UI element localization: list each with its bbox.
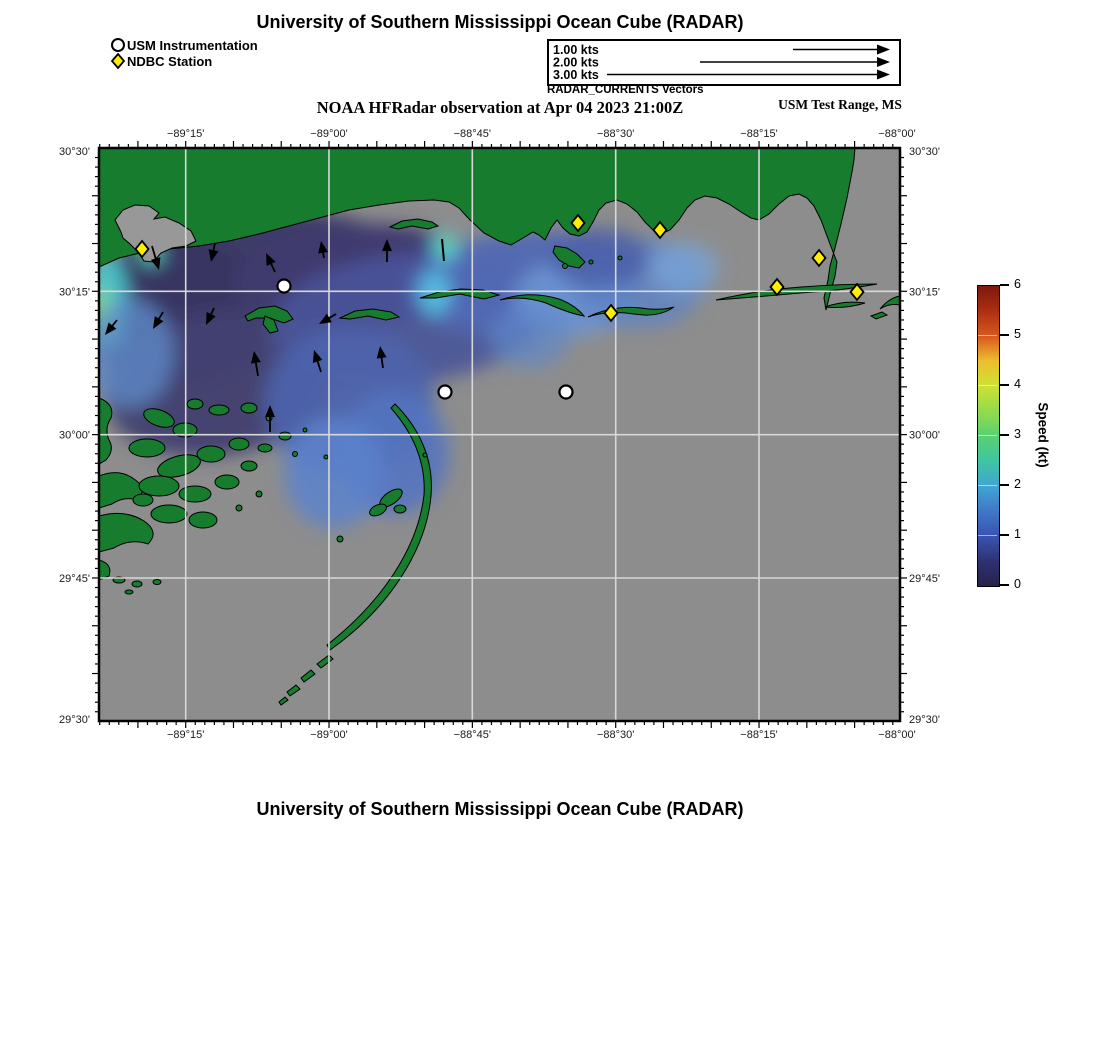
y-axis-label-right: 30°00' [909,429,940,442]
colorbar-tick [1000,334,1009,336]
diamond-icon [110,53,127,69]
marsh-islet [293,452,298,457]
usm-instrumentation-marker [560,386,573,399]
islet [589,260,593,264]
colorbar-tick-label: 5 [1014,327,1021,341]
speed-field-blob [439,236,453,254]
x-axis-label-top: −89°15' [166,128,205,140]
vector-scale-label: 2.00 kts [553,55,599,70]
marsh-islet [133,494,153,506]
y-axis-label-right: 30°15' [909,286,940,299]
marsh-islet [129,439,165,457]
marsh-islet [229,438,249,450]
circle-icon [110,37,127,53]
colorbar-tick [1000,434,1009,436]
colorbar-gridline [978,335,997,336]
vector-scale-canvas [549,41,895,80]
colorbar-label: Speed (kt) [1035,402,1051,468]
x-axis-label-top: −88°00' [878,128,916,140]
y-axis-label-left: 29°30' [59,714,90,726]
y-axis-label-left: 30°30' [59,146,90,158]
colorbar-tick-label: 2 [1014,477,1021,491]
y-axis-label-right: 29°30' [909,714,940,726]
colorbar-tick-label: 6 [1014,277,1021,291]
marsh-islet [125,590,133,594]
colorbar-tick [1000,284,1009,286]
marsh-islet [132,581,142,587]
islet [324,455,328,459]
colorbar-gridline [978,535,997,536]
marsh-islet [279,432,291,440]
marsh-islet [258,444,272,452]
x-axis-label-bottom: −88°30' [596,729,635,741]
marsh-islet [215,475,239,489]
marsh-islet [241,461,257,471]
y-axis-label-left: 30°15' [59,286,90,299]
x-axis-label-bottom: −88°45' [453,729,492,741]
y-axis-label-left: 30°00' [59,429,90,442]
islet [337,536,343,542]
vector-scale-head [877,57,890,67]
colorbar-tick [1000,484,1009,486]
colorbar-tick-label: 1 [1014,527,1021,541]
marsh-islet [197,446,225,462]
bottom-title: University of Southern Mississippi Ocean Cube (RADAR) [256,799,744,819]
marsh-islet [303,428,307,432]
speed-field-blob [489,308,569,368]
legend-row-ndbc [110,53,258,69]
speed-field-blob [649,242,719,294]
legend-label-ndbc: NDBC Station [127,53,213,69]
marsh-islet [139,476,179,496]
marsh-islet [209,405,229,415]
y-axis-label-right: 29°45' [909,573,940,585]
islet [563,264,568,269]
islet [618,256,622,260]
marsh-islet [241,403,257,413]
colorbar-gridline [978,435,997,436]
marsh-islet [153,580,161,585]
marsh-islet [189,512,217,528]
islet [423,453,427,457]
colorbar-tick-label: 0 [1014,577,1021,591]
y-axis-label-right: 30°30' [909,146,940,158]
x-axis-label-top: −88°15' [740,128,778,140]
marsh-islet [256,491,262,497]
legend-row-usm [110,37,258,53]
colorbar-tick-label: 4 [1014,377,1021,391]
colorbar-gridline [978,485,997,486]
x-axis-label-top: −88°45' [453,128,492,140]
colorbar-gridline [978,385,997,386]
x-axis-label-bottom: −88°15' [740,729,778,741]
current-vector-shaft [323,253,324,258]
x-axis-label-top: −88°30' [596,128,635,140]
x-axis-label-bottom: −88°00' [878,729,916,741]
legend-label-usm: USM Instrumentation [127,37,258,53]
vector-scale-label: 1.00 kts [553,43,599,57]
marsh-islet [187,399,203,409]
x-axis-label-top: −89°00' [310,128,348,140]
colorbar-tick-label: 3 [1014,427,1021,441]
marsh-islet [179,486,211,502]
islet [394,505,406,513]
colorbar-tick [1000,384,1009,386]
map-canvas [49,122,950,751]
y-axis-label-left: 29°45' [59,573,90,585]
colorbar-tick [1000,534,1009,536]
vector-scale-label: 3.00 kts [553,68,599,80]
marsh-islet [236,505,242,511]
marsh-islet [151,505,187,523]
vector-scale-head [877,70,890,80]
observation-subtitle: NOAA HFRadar observation at Apr 04 2023 21:00Z [316,98,684,117]
vector-scale-head [877,45,890,55]
usm-instrumentation-marker [278,280,291,293]
symbol-legend [110,37,258,69]
x-axis-label-bottom: −89°15' [166,729,205,741]
colorbar-tick [1000,584,1009,586]
x-axis-label-bottom: −89°00' [310,729,348,741]
page-title: University of Southern Mississippi Ocean Cube (RADAR) [256,12,744,32]
vector-scale-caption: RADAR_CURRENTS Vectors [547,84,704,96]
usm-instrumentation-marker [439,386,452,399]
test-range-label: USM Test Range, MS [778,97,902,112]
vector-scale-box [547,39,901,86]
